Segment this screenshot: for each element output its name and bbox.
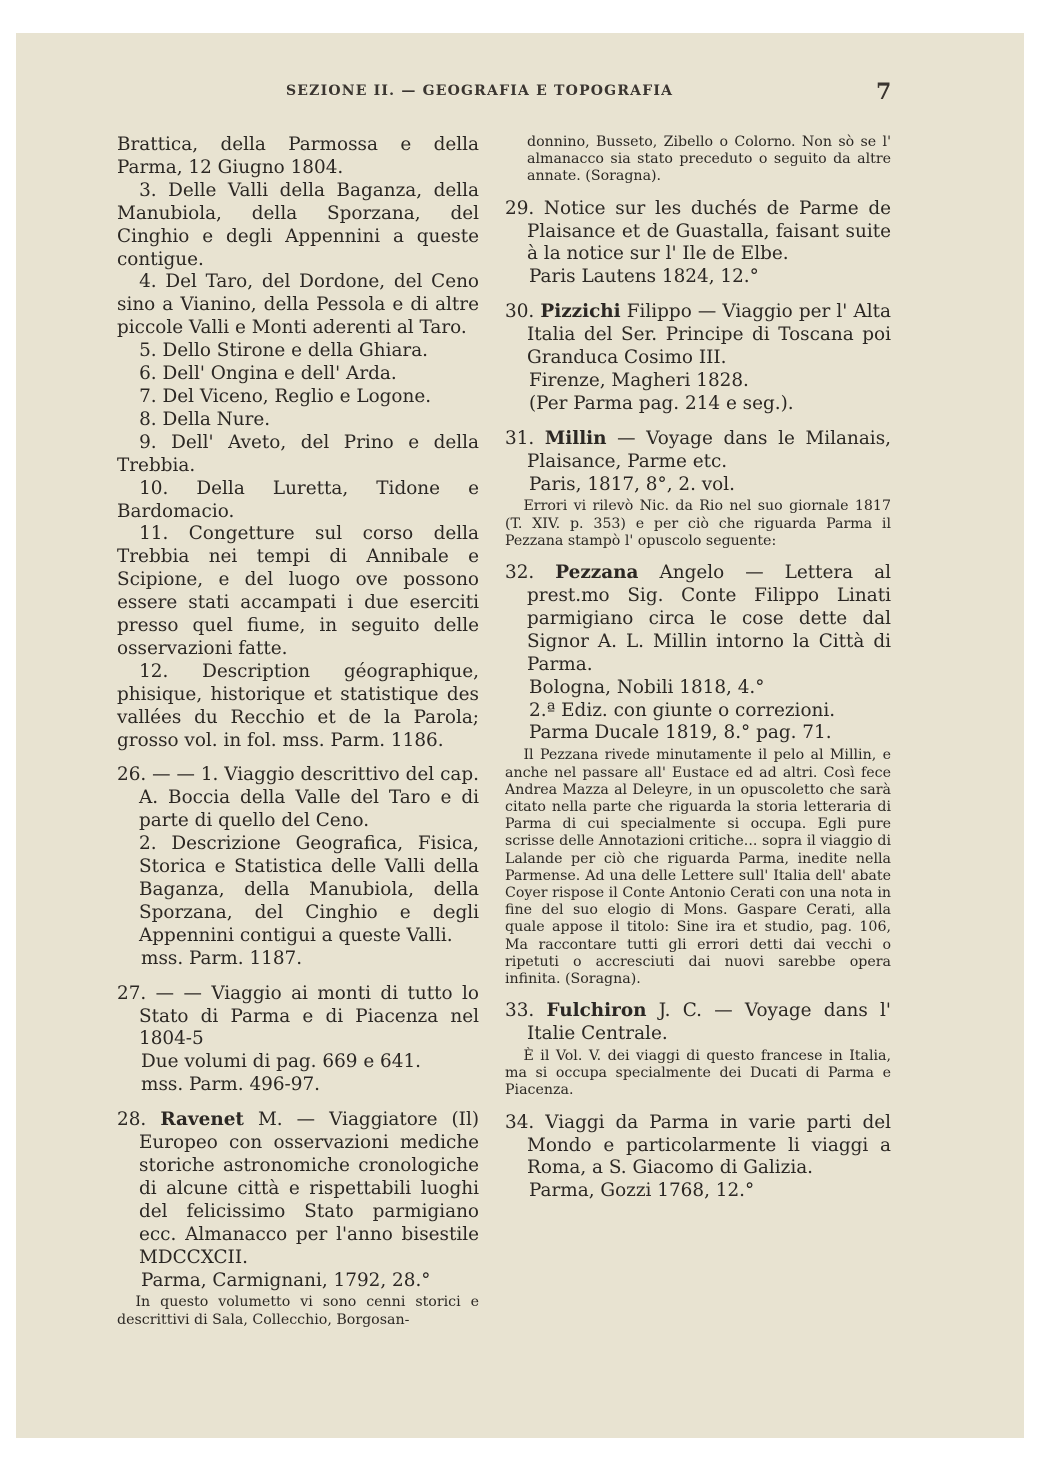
- entry-title: Filippo — Viaggio per l' Alta Italia del Ser. Principe di Toscana poi Granduca Cosimo III.: [527, 301, 891, 369]
- imprint: Paris, 1817, 8°, 2. vol.: [529, 473, 735, 495]
- entry-note: È il Vol. V. dei viaggi di questo francese in Italia, ma si occupa specialmente dei Ducati di Parma e Piacenza.: [505, 1048, 891, 1099]
- book-page: [16, 33, 1024, 1438]
- entry-title: J. C. — Voyage dans l' Italie Centrale.: [527, 1000, 891, 1045]
- entry-note: Il Pezzana rivede minutamente il pelo al Millin, e anche nel passare all' Eustace ed ad altri. Così fece Andrea Mazza al Deleyre, in un opuscoletto che sarà citato nella parte che riguarda la storia letteraria di Parma di cui specialmente si occupa. Egli pure scrisse delle Annotazioni critiche... sopra il viaggio di Lalande per ciò che riguarda Parma, inedite nella Parmense. Ad una delle Lettere sull' Italia dell' abate Coyer rispose il Conte Antonio Cerati con una nota in fine del suo elogio di Mons. Gaspare Cerati, alla quale appose il titolo: Sine ira et studio, pag. 106, Ma raccontare tutti gli errori detti dai vecchi o ripetuti o accresciuti dai nuovi sarebbe opera infinita. (Soragna).: [505, 747, 891, 987]
- entry-author: Ravenet: [160, 1109, 244, 1131]
- entry-27: 27. — — Viaggio ai monti di tutto lo Stato di Parma e di Piacenza nel 1804-5: [117, 982, 479, 1050]
- entry-text: 10. Della Luretta, Tidone e Bardomacio.: [117, 477, 479, 522]
- entry-26: 26. — — 1. Viaggio descrittivo del cap. A. Boccia della Valle del Taro e di parte di quello del Ceno.: [117, 764, 479, 832]
- imprint: Due volumi di pag. 669 e 641.: [141, 1051, 421, 1073]
- entry-text: 8. Della Nure.: [139, 408, 271, 430]
- entry-28: [117, 1109, 479, 1269]
- entry-29: 29. Notice sur les duchés de Parme de Plaisance et de Guastalla, faisant suite à la notice sur l' Ile de Elbe.: [505, 197, 891, 265]
- entry-text: 9. Dell' Aveto, del Prino e della Trebbia.: [117, 431, 479, 476]
- entry-author: Pezzana: [555, 562, 639, 584]
- imprint: Paris Lautens 1824, 12.°: [529, 266, 759, 288]
- entry-note: donnino, Busseto, Zibello o Colorno. Non sò se l' almanacco sia stato preceduto o seguito da altre annate. (Soragna).: [527, 134, 891, 185]
- entry-text: 5. Dello Stirone e della Ghiara.: [139, 340, 429, 362]
- entry-author: Millin: [544, 427, 607, 449]
- imprint: Bologna, Nobili 1818, 4.°: [529, 676, 765, 698]
- left-column: [117, 134, 479, 1329]
- entry-text: 2. Descrizione Geografica, Fisica, Storica e Statistica delle Valli della Baganza, della Manubiola, della Sporzana, del Cinghio e degli Appennini contigui a queste Valli.: [139, 833, 479, 946]
- entry-author: Fulchiron: [546, 1000, 647, 1022]
- entry-text: 11. Congetture sul corso della Trebbia nei tempi di Annibale e Scipione, e del luogo ove possono essere stati accampati i due eserciti presso quel fiume, in seguito delle osservazioni fatte.: [117, 523, 479, 659]
- entry-text: 7. Del Viceno, Reglio e Logone.: [139, 385, 432, 407]
- page-number: 7: [876, 79, 892, 105]
- entry-title: M. — Viaggiatore (Il) Europeo con osservazioni mediche storiche astronomiche cronologiche di alcune città e rispettabili luoghi del felicissimo Stato parmigiano ecc. Almanacco per l'anno bisestile MDCCXCII.: [139, 1109, 479, 1268]
- imprint: Parma, Carmignani, 1792, 28.°: [141, 1269, 431, 1291]
- entry-text: 4. Del Taro, del Dordone, del Ceno sino a Vianino, della Pessola e di altre piccole Valli e Monti aderenti al Taro.: [117, 271, 479, 339]
- entry-30: [505, 301, 891, 370]
- imprint: Parma Ducale 1819, 8.° pag. 71.: [529, 722, 832, 744]
- running-head: SEZIONE II. — GEOGRAFIA E TOPOGRAFIA: [286, 83, 674, 99]
- entry-number: 33.: [505, 1000, 535, 1022]
- imprint: (Per Parma pag. 214 e seg.).: [529, 392, 794, 414]
- entry-number: 28.: [117, 1109, 147, 1131]
- imprint: mss. Parm. 1187.: [141, 947, 303, 969]
- entry-title: — Voyage dans le Milanais, Plaisance, Parme etc.: [527, 427, 891, 472]
- entry-title: Angelo — Lettera al prest.mo Sig. Conte Filippo Linati parmigiano circa le cose dette dal Signor A. L. Millin intorno la Città di Parma.: [527, 562, 891, 675]
- entry-text: 3. Delle Valli della Baganza, della Manubiola, della Sporzana, del Cinghio e degli Appennini a queste contigue.: [117, 179, 479, 270]
- entry-34: 34. Viaggi da Parma in varie parti del Mondo e particolarmente li viaggi a Roma, a S. Giacomo di Galizia.: [505, 1111, 891, 1179]
- entry-number: 31.: [505, 427, 535, 449]
- imprint: mss. Parm. 496-97.: [141, 1074, 321, 1096]
- right-column: [505, 134, 891, 1203]
- entry-text: 6. Dell' Ongina e dell' Arda.: [139, 363, 397, 385]
- entry-number: 30.: [505, 301, 535, 323]
- imprint: Parma, Gozzi 1768, 12.°: [529, 1180, 755, 1202]
- entry-number: 32.: [505, 562, 535, 584]
- entry-33: [505, 1000, 891, 1046]
- entry-text: 12. Description géographique, phisique, historique et statistique des vallées du Recchio et de la Parola; grosso vol. in fol. mss. Parm. 1186.: [117, 660, 479, 751]
- entry-32: [505, 562, 891, 677]
- entry-text: Brattica, della Parmossa e della Parma, 12 Giugno 1804.: [117, 134, 479, 178]
- imprint: Firenze, Magheri 1828.: [529, 369, 749, 391]
- entry-note: In questo volumetto vi sono cenni storici e descrittivi di Sala, Collecchio, Borgosan-: [117, 1294, 479, 1328]
- imprint: 2.ª Ediz. con giunte o correzioni.: [529, 699, 836, 721]
- entry-note: Errori vi rilevò Nic. da Rio nel suo giornale 1817 (T. XIV. p. 353) e per ciò che riguarda Parma il Pezzana stampò l' opuscolo seguente:: [505, 498, 891, 549]
- entry-31: [505, 428, 891, 474]
- page-header: [16, 79, 1024, 107]
- entry-author: Pizzichi: [540, 301, 621, 323]
